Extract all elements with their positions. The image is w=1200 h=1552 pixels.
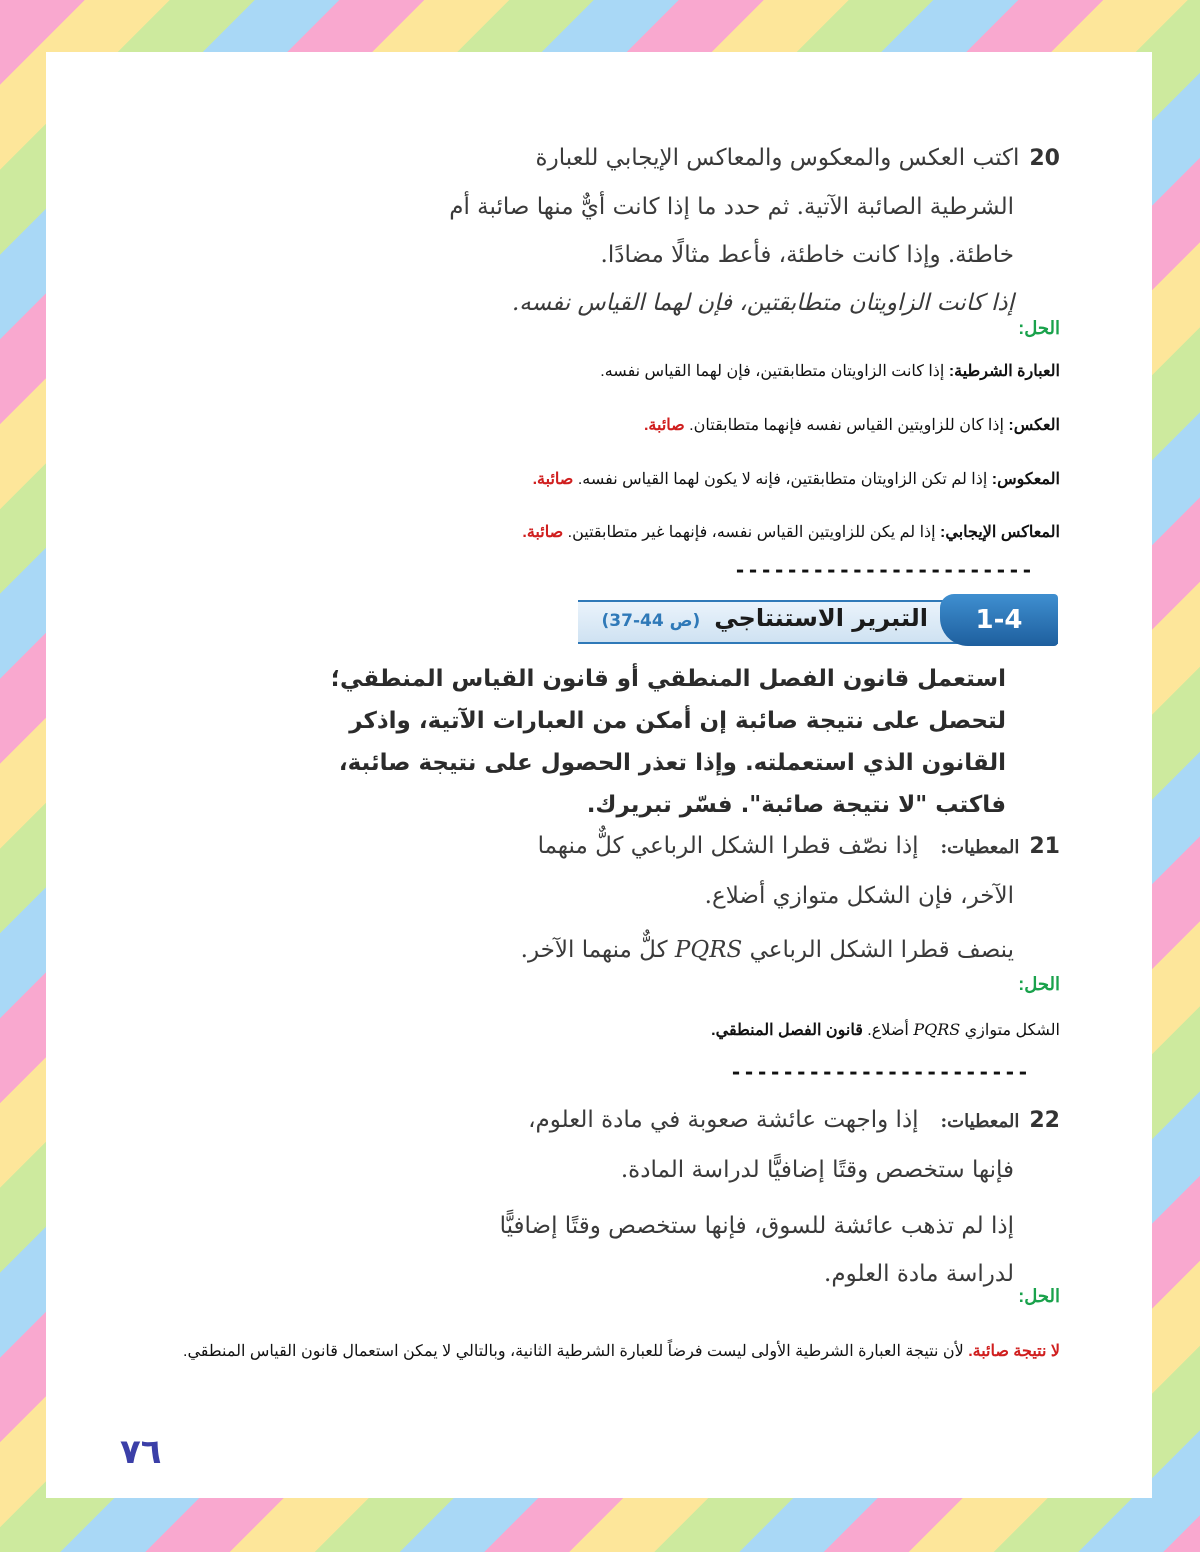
question-20-line-2: الشرطية الصائبة الآتية. ثم حدد ما إذا كانت أيٌّ منها صائبة أم: [449, 194, 1014, 220]
answer-contrapositive: المعاكس الإيجابي: إذا لم يكن للزاويتين القياس نفسه، فإنهما غير متطابقتين. صائبة.: [522, 524, 1060, 541]
question-22-line-1: 22المعطيات: إذا واجهت عائشة صعوبة في مادة العلوم،: [528, 1107, 1060, 1133]
question-21-line-3: ينصف قطرا الشكل الرباعي PQRS كلٌّ منهما الآخر.: [520, 937, 1014, 963]
answer-inverse: المعكوس: إذا لم تكن الزاويتان متطابقتين، فإنه لا يكون لهما القياس نفسه. صائبة.: [532, 471, 1060, 488]
question-22-line-2: فإنها ستخصص وقتًا إضافيًّا لدراسة المادة.: [620, 1157, 1014, 1183]
lesson-number: 1-4: [940, 594, 1058, 646]
question-20: [340, 134, 1060, 327]
question-20-statement: إذا كانت الزاويتان متطابقتين، فإن لهما القياس نفسه.: [511, 290, 1014, 316]
answer-conditional: العبارة الشرطية: إذا كانت الزاويتان متطابقتين، فإن لهما القياس نفسه.: [600, 363, 1060, 380]
question-22-line-4: لدراسة مادة العلوم.: [824, 1261, 1014, 1287]
math-pqrs: PQRS: [913, 1020, 961, 1039]
instruction-line: القانون الذي استعملته. وإذا تعذر الحصول على نتيجة صائبة،: [338, 750, 1006, 776]
question-number: 20: [1029, 146, 1060, 171]
solution-label: الحل:: [1018, 318, 1060, 338]
lesson-title: التبرير الاستنتاجي(ص 44-37): [601, 604, 928, 632]
page-sheet: [46, 52, 1152, 1498]
question-20-line-3: خاطئة. وإذا كانت خاطئة، فأعط مثالًا مضادًا.: [600, 242, 1014, 268]
solution-label: الحل:: [1018, 974, 1060, 994]
verdict-contrapositive: صائبة.: [522, 524, 564, 541]
math-pqrs: PQRS: [674, 937, 743, 963]
answer-22: لا نتيجة صائبة. لأن نتيجة العبارة الشرطية الأولى ليست فرضاً للعبارة الشرطية الثانية، وبالتالي لا يمكن استعمال قانون القياس المنطقي.: [183, 1343, 1060, 1360]
instructions: [286, 658, 1006, 826]
question-number: 21: [1029, 834, 1060, 859]
given-label: المعطيات:: [940, 1111, 1020, 1132]
verdict-inverse: صائبة.: [532, 471, 574, 488]
answer-converse: العكس: إذا كان للزاويتين القياس نفسه فإنهما متطابقتان. صائبة.: [643, 417, 1060, 434]
instruction-line: فاكتب "لا نتيجة صائبة". فسّر تبريرك.: [586, 792, 1006, 818]
verdict-22: لا نتيجة صائبة.: [968, 1343, 1060, 1360]
question-22: [340, 1096, 1060, 1298]
question-number: 22: [1029, 1108, 1060, 1133]
given-label: المعطيات:: [940, 837, 1020, 858]
solution-label: الحل:: [1018, 1286, 1060, 1306]
instruction-line: لتحصل على نتيجة صائبة إن أمكن من العبارات الآتية، واذكر: [349, 708, 1006, 734]
divider-2: -----------------------: [730, 1060, 1030, 1084]
instruction-line: استعمل قانون الفصل المنطقي أو قانون القياس المنطقي؛: [330, 666, 1006, 692]
page-number: ٧٦: [120, 1432, 162, 1472]
verdict-converse: صائبة.: [643, 417, 685, 434]
question-20-line-1: 20اكتب العكس والمعكوس والمعاكس الإيجابي للعبارة: [535, 145, 1060, 171]
question-22-line-3: إذا لم تذهب عائشة للسوق، فإنها ستخصص وقتًا إضافيًّا: [499, 1213, 1014, 1239]
answer-21: الشكل متوازي PQRS أضلاع. قانون الفصل المنطقي.: [711, 1020, 1060, 1039]
question-21-line-1: 21المعطيات: إذا نصّف قطرا الشكل الرباعي كلٌّ منهما: [537, 833, 1060, 859]
divider-1: -----------------------: [734, 558, 1034, 582]
question-21-line-2: الآخر، فإن الشكل متوازي أضلاع.: [704, 883, 1014, 909]
lesson-pages: (ص 44-37): [601, 611, 701, 631]
question-21: [340, 822, 1060, 974]
lesson-banner: [578, 594, 1058, 646]
